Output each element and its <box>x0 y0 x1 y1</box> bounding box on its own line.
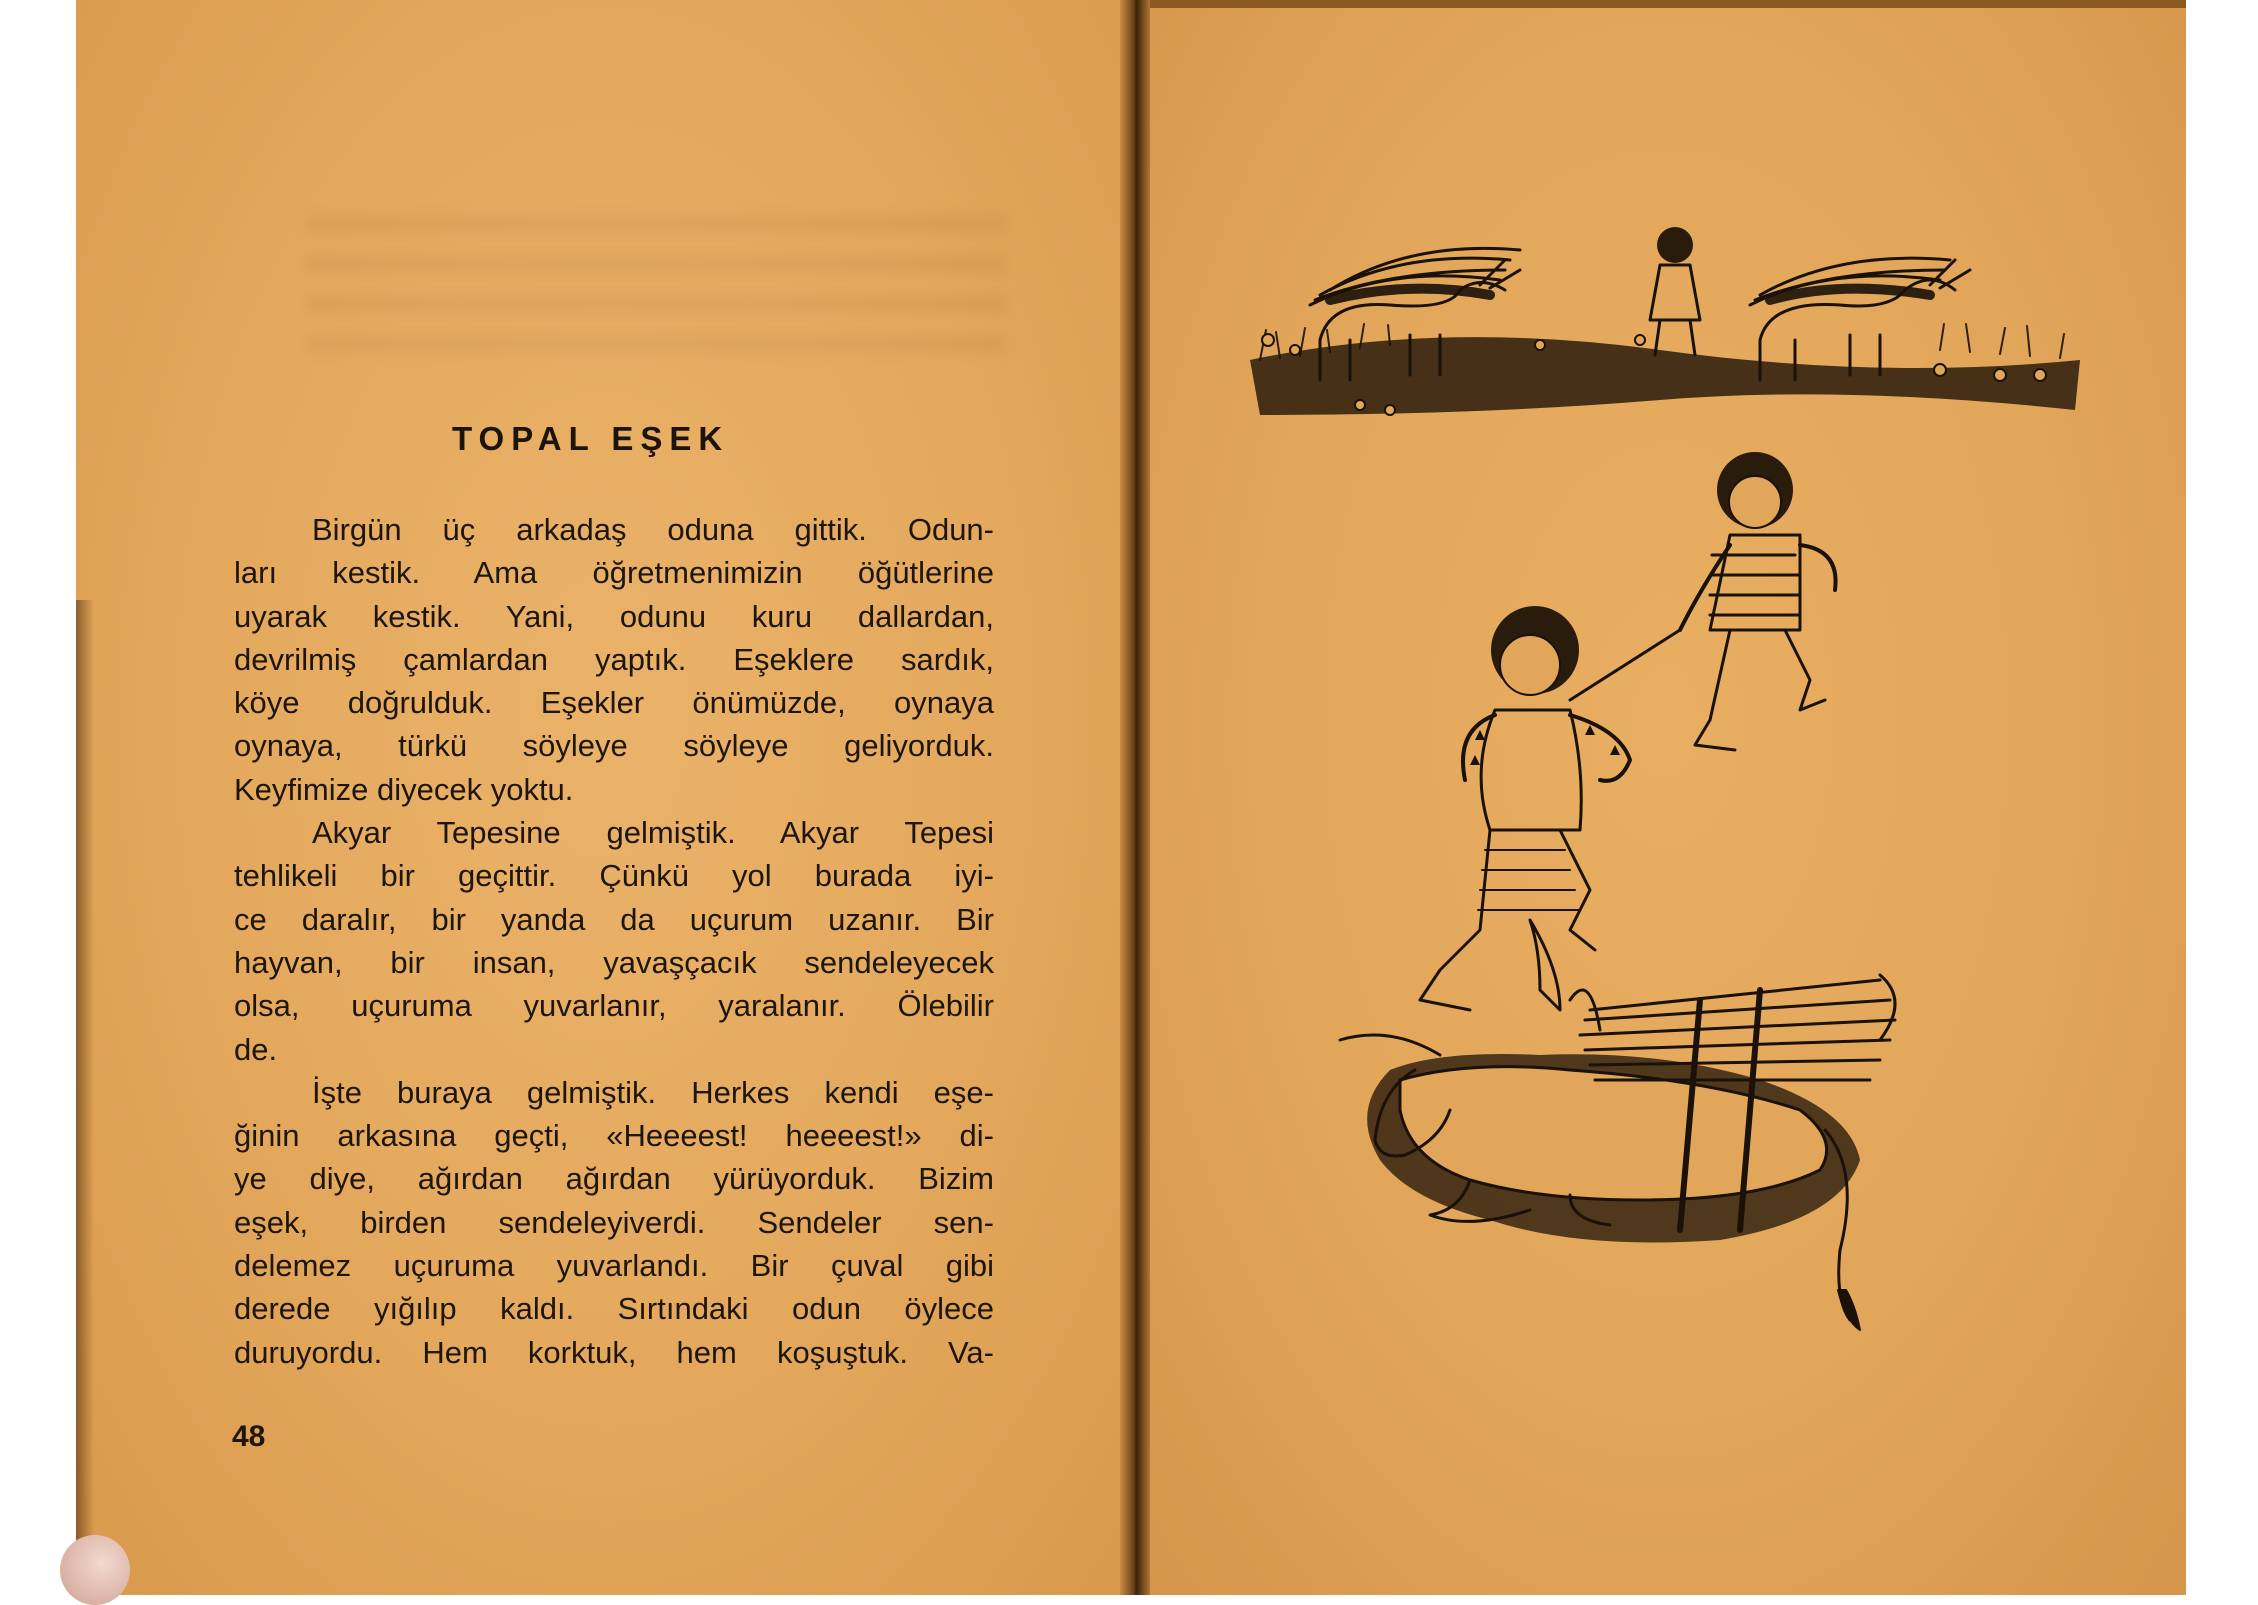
text-line: ye diye, ağırdan ağırdan yürüyorduk. Bizim <box>234 1161 994 1197</box>
text-line: olsa, uçuruma yuvarlanır, yaralanır. Ölebilir <box>234 988 994 1024</box>
text-line: derede yığılıp kaldı. Sırtındaki odun öylece <box>234 1291 994 1327</box>
running-children <box>1420 452 1836 1010</box>
page-number: 48 <box>232 1420 266 1453</box>
text-line: uyarak kestik. Yani, odunu kuru dallardan, <box>234 598 994 634</box>
text-line: İşte buraya gelmiştik. Herkes kendi eşe- <box>312 1074 994 1110</box>
story-body <box>234 508 994 1374</box>
text-line: Akyar Tepesine gelmiştik. Akyar Tepesi <box>312 815 994 851</box>
text-line: ce daralır, bir yanda da uçurum uzanır. Bir <box>234 901 994 937</box>
text-line: tehlikeli bir geçittir. Çünkü yol burada iyi- <box>234 858 994 894</box>
text-line: ları kestik. Ama öğretmenimizin öğütlerine <box>234 555 994 591</box>
text-line: Keyfimize diyecek yoktu. <box>234 771 574 807</box>
text-line: eşek, birden sendeleyiverdi. Sendeler sen- <box>234 1204 994 1240</box>
left-page-edge-shadow <box>76 600 94 1595</box>
story-illustration <box>1240 210 2100 1350</box>
text-line: duruyordu. Hem korktuk, hem koşuştuk. Va- <box>234 1334 994 1370</box>
text-line: oynaya, türkü söyleye söyleye geliyorduk. <box>234 728 994 764</box>
show-through-text <box>306 215 1006 365</box>
fallen-donkey <box>1340 920 1895 1330</box>
book-gutter <box>1120 0 1150 1595</box>
text-line: köye doğrulduk. Eşekler önümüzde, oynaya <box>234 685 994 721</box>
text-line: Birgün üç arkadaş oduna gittik. Odun- <box>312 512 994 547</box>
text-line: ğinin arkasına geçti, «Heeeest! heeeest!» di- <box>234 1118 994 1154</box>
hill-scene <box>1250 227 2080 415</box>
story-title: TOPAL EŞEK <box>452 420 730 457</box>
text-line: delemez uçuruma yuvarlandı. Bir çuval gibi <box>234 1248 994 1284</box>
text-line: de. <box>234 1031 278 1067</box>
text-line: hayvan, bir insan, yavaşçacık sendeleyecek <box>234 944 994 980</box>
text-line: devrilmiş çamlardan yaptık. Eşeklere sardık, <box>234 641 994 677</box>
